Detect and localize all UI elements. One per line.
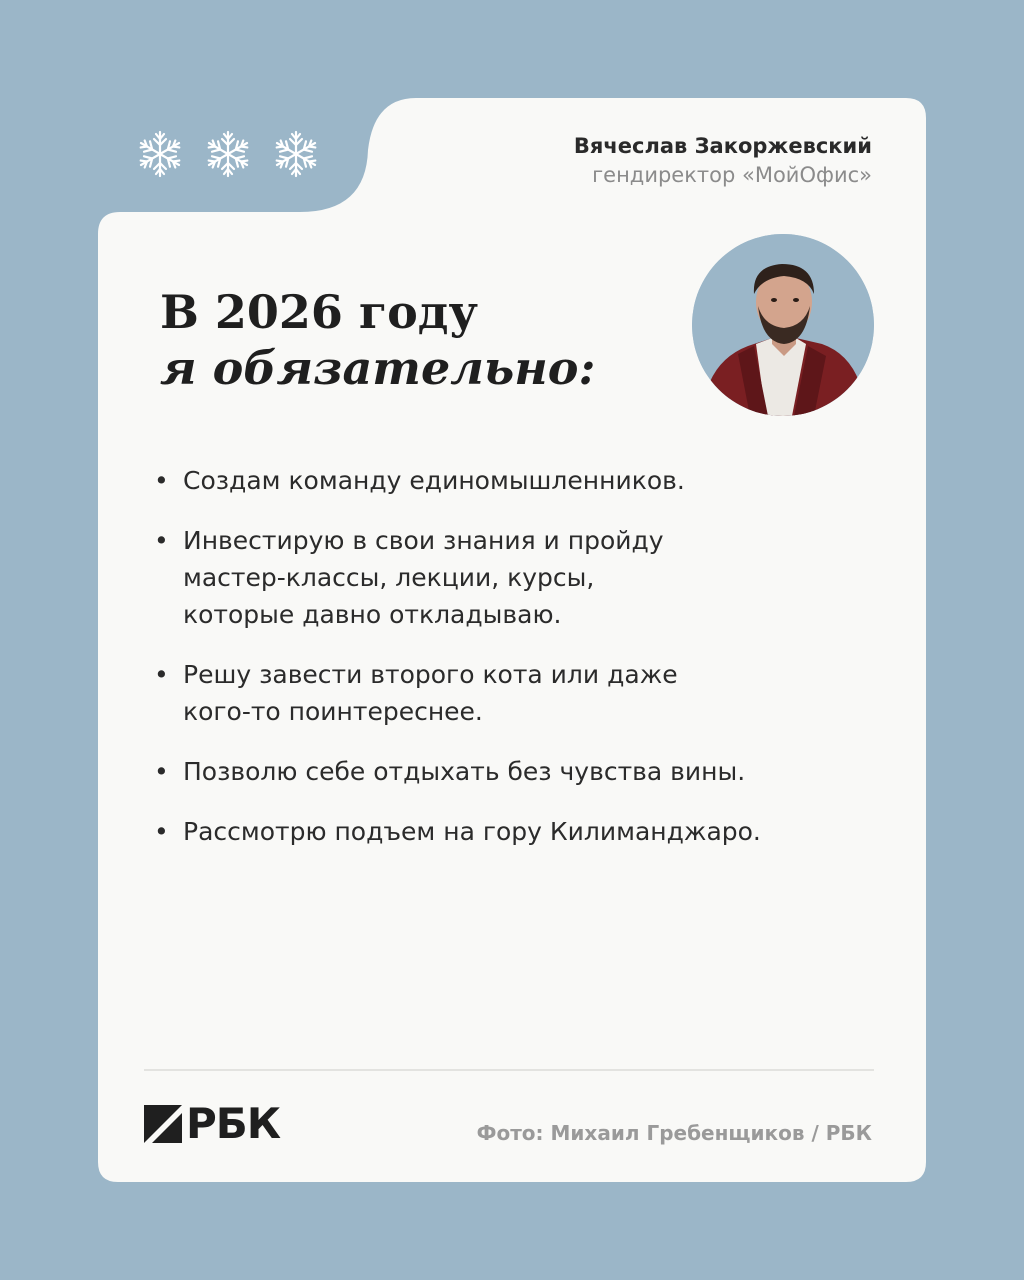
footer-divider [144,1069,874,1071]
rbc-logo-mark-icon [144,1105,182,1143]
list-item-line: Позволю себе отдыхать без чувства вины. [183,757,746,786]
list-item [154,522,834,633]
snowflake-icon [272,128,320,180]
snowflake-icon [204,128,252,180]
person-role: гендиректор «МойОфис» [592,163,872,187]
list-item-line: Рассмотрю подъем на гору Килиманджаро. [183,817,761,846]
list-item-line: Решу завести второго кота или даже [183,660,678,689]
list-item-line: Создам команду единомышленников. [183,466,685,495]
bullet: • [154,466,169,495]
rbc-logo [144,1099,281,1148]
list-item [154,813,834,850]
bullet: • [154,660,169,689]
snowflake-icon [136,128,184,180]
rbc-logo-text: РБК [186,1099,281,1148]
list-item-line: кого-то поинтереснее. [183,697,483,726]
bullet: • [154,757,169,786]
person-caption [574,132,872,190]
photo-credit: Фото: Михаил Гребенщиков / РБК [476,1121,872,1145]
list-item-line: мастер-классы, лекции, курсы, [183,563,595,592]
list-item [154,462,834,499]
page-title [160,284,595,396]
list-item [154,656,834,730]
title-line-2: я обязательно: [160,341,596,395]
list-item [154,753,834,790]
avatar [692,234,874,416]
title-line-1: В 2026 году [160,285,478,339]
resolutions-list [154,462,834,873]
list-item-line: Инвестирую в свои знания и пройду [183,526,664,555]
snowflake-decor [136,128,320,180]
bullet: • [154,526,169,555]
person-name: Вячеслав Закоржевский [573,134,872,158]
bullet: • [154,817,169,846]
list-item-line: которые давно откладываю. [183,600,562,629]
